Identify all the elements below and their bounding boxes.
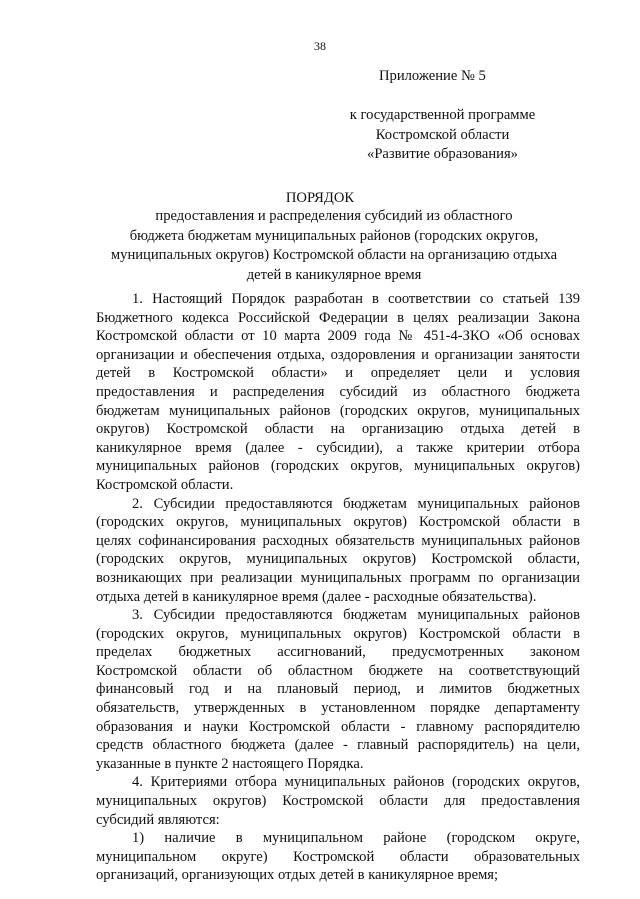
page-number: 38 (314, 39, 326, 53)
body-line: (городских округов, муниципальных округов) Костромской области в (96, 514, 580, 531)
body-line: 4. Критериями отбора муниципальных районов (городских округов, (132, 774, 580, 791)
body-line: бюджетам муниципальных районов (городских округов, муниципальных (96, 402, 580, 419)
body-line: (городских округов, муниципальных округов) Костромской области, (96, 551, 580, 568)
body-line: финансовый год и на плановый период, и лимитов бюджетных (96, 681, 580, 698)
body-line: муниципальном округе) Костромской области образовательных (96, 848, 580, 865)
body-line: отдыха детей в каникулярное время (далее - расходные обязательства). (96, 588, 537, 605)
document-title: ПОРЯДОК (285, 190, 355, 206)
subtitle-line: муниципальных округов) Костромской области на организацию отдыха (110, 247, 558, 263)
body-line: 1) наличие в муниципальном районе (городском округе, (132, 830, 580, 847)
body-line: Костромской области об областном бюджете на соответствующий (96, 662, 580, 679)
appendix-ref-line: Костромской области (375, 126, 510, 143)
body-line: 3. Субсидии предоставляются бюджетам муниципальных районов (132, 607, 580, 624)
body-line: муниципальных районов (городских округов, муниципальных округов) (96, 458, 580, 475)
document-subtitle (96, 207, 572, 285)
body-line: предоставления и распределения субсидий из областного бюджета (96, 383, 580, 400)
document-body (96, 290, 580, 885)
body-line: организации и обеспечения отдыха, оздоровления и организации занятости (96, 346, 580, 363)
body-line: образования и науки Костромской области - главному распорядителю (96, 718, 580, 735)
body-line: пределах бюджетных ассигнований, предусмотренных законом (96, 644, 580, 661)
appendix-ref-line: «Развитие образования» (367, 146, 518, 162)
body-line: (городских округов, муниципальных округов) Костромской области в (96, 625, 580, 642)
appendix-ref-line: к государственной программе (349, 107, 536, 123)
body-line: Костромской области. (96, 476, 234, 493)
subtitle-line: предоставления и распределения субсидий из областного (155, 208, 513, 224)
body-line: 2. Субсидии предоставляются бюджетам муниципальных районов (132, 495, 580, 512)
body-line: муниципальных округов) Костромской области для предоставления (96, 793, 580, 810)
body-line: детей в Костромской области» и определяет цели и условия (96, 365, 580, 382)
appendix-label: Приложение № 5 (379, 68, 486, 84)
body-line: средств областного бюджета (далее - главный распорядитель) на цели, (96, 737, 580, 754)
body-line: организаций, организующих отдых детей в каникулярное время; (96, 867, 499, 884)
appendix-reference (330, 106, 555, 165)
body-line: Бюджетного кодекса Российской Федерации в целях реализации Закона (96, 309, 580, 326)
body-line: 1. Настоящий Порядок разработан в соответствии со статьей 139 (132, 291, 580, 307)
body-line: обязательств, утвержденных в установленном порядке департаменту (96, 700, 580, 717)
body-line: целях софинансирования расходных обязательств муниципальных районов (96, 532, 580, 549)
body-line: субсидий являются: (96, 811, 220, 828)
subtitle-line: бюджета бюджетам муниципальных районов (городских округов, (129, 227, 539, 244)
body-line: указанные в пункте 2 настоящего Порядка. (96, 755, 364, 772)
body-line: Костромской области от 10 марта 2009 года № 451-4-ЗКО «Об основах (96, 328, 580, 345)
subtitle-line: детей в каникулярное время (246, 266, 422, 283)
body-line: каникулярное время (далее - субсидии), а также критерии отбора (96, 439, 580, 456)
body-line: округов) Костромской области на организацию отдыха детей в (96, 421, 580, 438)
body-line: возникающих при реализации муниципальных программ по организации (96, 569, 580, 586)
